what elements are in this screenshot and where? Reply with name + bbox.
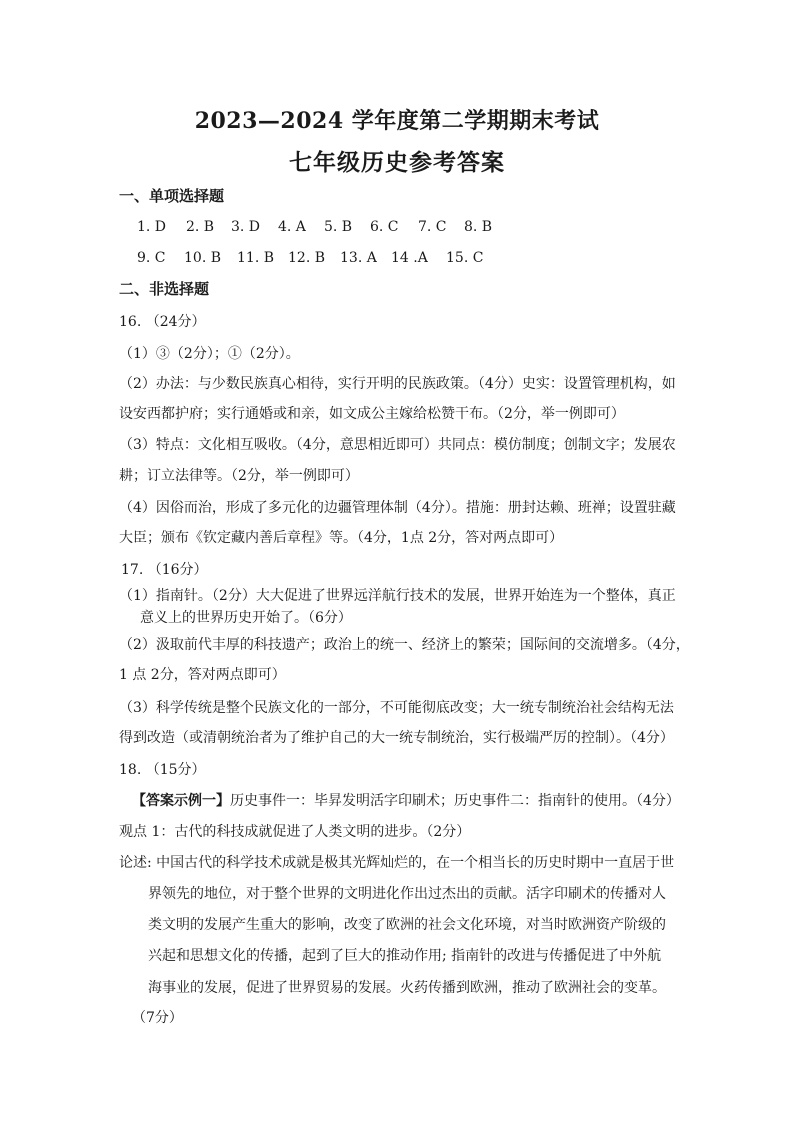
mc-answer: 9. C: [137, 250, 166, 266]
answer-line: 论述: 中国古代的科学技术成就是极其光辉灿烂的，在一个相当长的历史时期中一直居于世: [119, 855, 675, 871]
mc-answer: 10. B: [184, 250, 222, 266]
answer-line: 得到改造（或清朝统治者为了维护自己的大一统专制统治，实行极端严厉的控制）。（4分）: [119, 730, 674, 746]
answer-line: （4）因俗而治，形成了多元化的边疆管理体制（4分）。措施：册封达赖、班禅；设置驻藏: [119, 500, 676, 516]
answer-line: 海事业的发展，促进了世界贸易的发展。火药传播到欧洲，推动了欧洲社会的变革。: [148, 980, 666, 996]
answer-example-line: [132, 791, 680, 811]
mc-answer: 14 .A: [391, 250, 428, 266]
question-18-header: 18. （15分）: [119, 762, 206, 778]
answer-line: （1）③（2分）；①（2分）。: [119, 346, 300, 362]
answer-line: 兴起和思想文化的传播，起到了巨大的推动作用; 指南针的改进与传播促进了中外航: [148, 948, 662, 964]
question-17-header: 17. （16分）: [121, 562, 208, 578]
answer-line: 类文明的发展产生重大的影响，改变了欧洲的社会文化环境，对当时欧洲资产阶级的: [148, 917, 666, 933]
answer-line: （1）指南针。（2分）大大促进了世界远洋航行技术的发展，世界开始连为一个整体，真正: [119, 588, 676, 604]
mc-answer: 7. C: [418, 219, 447, 235]
answer-line: （3）科学传统是整个民族文化的一部分，不可能彻底改变；大一统专制统治社会结构无法: [119, 700, 674, 716]
mc-answer: 12. B: [288, 250, 326, 266]
mc-answer: 5. B: [324, 219, 353, 235]
mc-answer: 13. A: [340, 250, 377, 266]
section-heading-non-choice: 二、非选择题: [119, 280, 210, 298]
viewpoint-line: 观点 1：古代的科技成就促进了人类文明的进步。（2分）: [119, 824, 471, 840]
answer-example-text: 历史事件一：毕昇发明活字印刷术；历史事件二：指南针的使用。（4分）: [230, 793, 680, 809]
answer-line: 1 点 2分，答对两点即可）: [119, 667, 286, 683]
mc-answer: 3. D: [231, 219, 261, 235]
answer-line: 大臣；颁布《钦定藏内善后章程》等。（4分，1点 2分，答对两点即可）: [119, 530, 564, 546]
answer-line: 界领先的地位，对于整个世界的文明进化作出过杰出的贡献。活字印刷术的传播对人: [148, 886, 666, 902]
mc-answer: 11. B: [237, 250, 275, 266]
mc-answer: 2. B: [186, 219, 215, 235]
mc-answer: 6. C: [370, 219, 399, 235]
mc-answer: 15. C: [446, 250, 484, 266]
section-heading-multiple-choice: 一、单项选择题: [119, 187, 225, 205]
question-16-header: 16. （24分）: [119, 314, 206, 330]
exam-subtitle: 七年级历史参考答案: [289, 149, 505, 176]
mc-answer: 4. A: [278, 219, 306, 235]
answer-example-label: 【答案示例一】: [132, 793, 230, 809]
answer-line: （7分）: [132, 1010, 183, 1026]
exam-title: 2023—2024 学年度第二学期期末考试: [194, 108, 600, 134]
answer-line: （3）特点：文化相互吸收。（4分，意思相近即可）共同点：模仿制度；创制文字；发展农: [119, 437, 676, 453]
answer-line: 设安西都护府；实行通婚或和亲，如文成公主嫁给松赞干布。（2分，举一例即可）: [119, 406, 625, 422]
mc-answer: 1. D: [137, 219, 167, 235]
mc-answer: 8. B: [464, 219, 493, 235]
answer-line: 耕；订立法律等。（2分，举一例即可）: [119, 468, 359, 484]
answer-line: 意义上的世界历史开始了。（6分）: [140, 610, 352, 626]
answer-line: （2）办法：与少数民族真心相待，实行开明的民族政策。（4分）史实：设置管理机构，如: [119, 376, 676, 392]
answer-line: （2）汲取前代丰厚的科技遗产；政治上的统一、经济上的繁荣；国际间的交流增多。（4分，: [119, 637, 690, 653]
